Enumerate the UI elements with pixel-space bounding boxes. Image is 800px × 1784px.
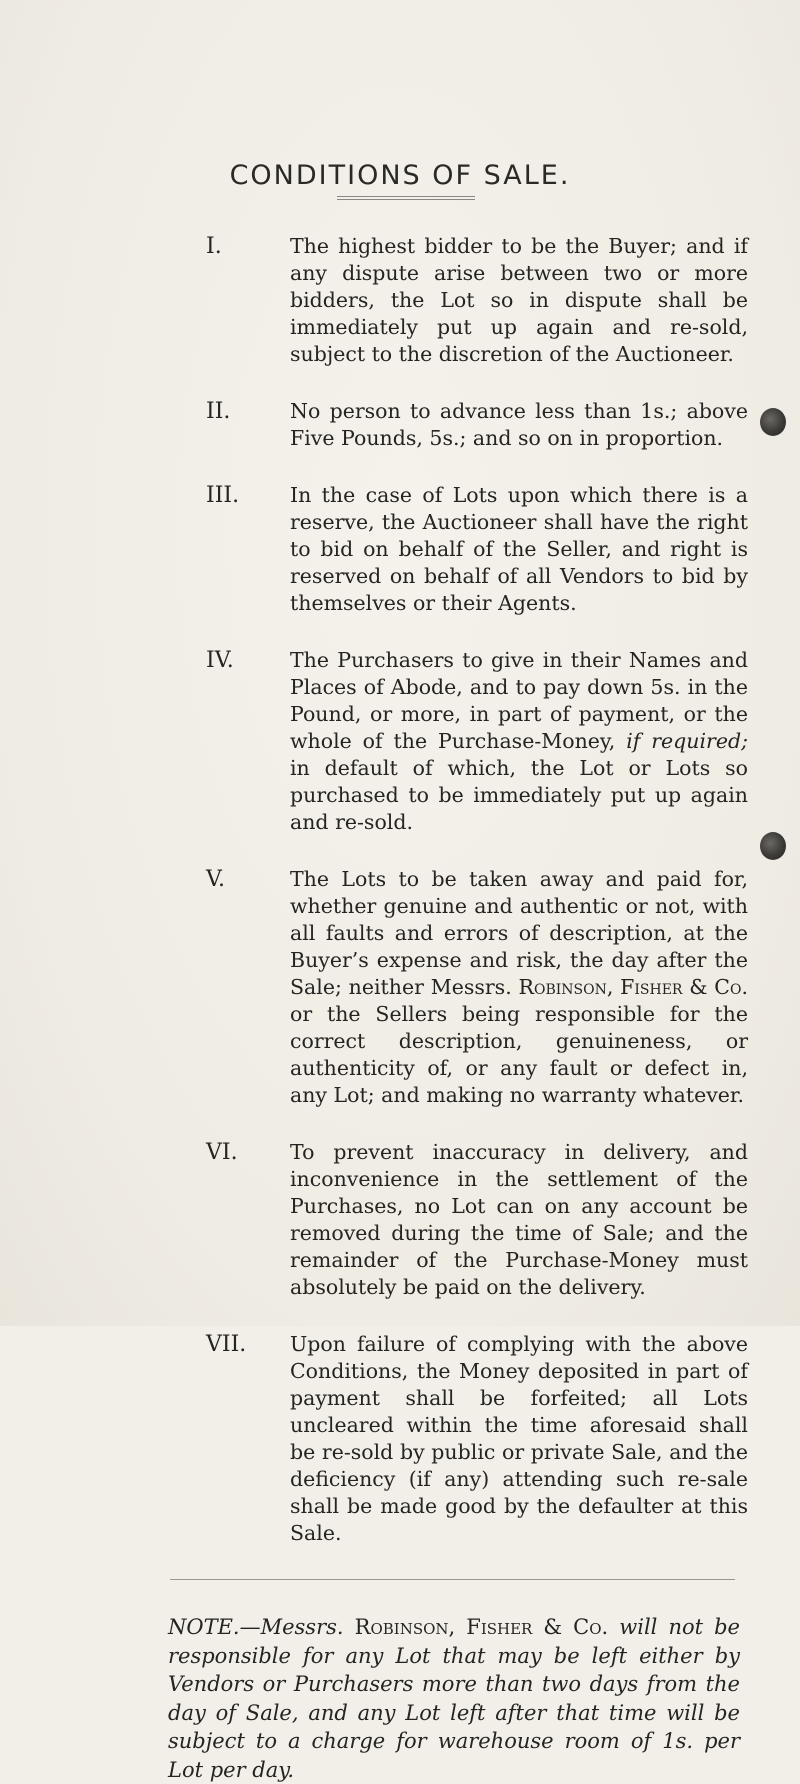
condition-text: To prevent inaccuracy in delivery, and inconvenience in the settlement of the Purchases, no Lot can on any account be removed during the time of Sale; and the remainder of the Purchase-Money must absolutely be paid on the delivery.	[290, 1140, 748, 1299]
condition-number: IV.	[206, 648, 234, 673]
firm-name: Robinson, Fisher & Co.	[354, 1615, 609, 1639]
condition-number: II.	[206, 399, 231, 424]
condition-number: VII.	[206, 1332, 247, 1357]
page-title: CONDITIONS OF SALE.	[229, 160, 571, 191]
condition-text-part: or the Sellers being responsible for the correct description, genuineness, or authenticity of, or any fault or defect in, any Lot; and making no warranty whatever.	[290, 1002, 748, 1107]
condition-text: No person to advance less than 1s.; above Five Pounds, 5s.; and so on in proportion.	[290, 399, 748, 450]
condition-text-italic: if required;	[626, 729, 749, 753]
condition-text: In the case of Lots upon which there is a reserve, the Auctioneer shall have the right to bid on behalf of the Seller, and right is reserved on behalf of all Vendors to bid by themselves or their Agents.	[290, 483, 748, 615]
title-underline	[337, 196, 475, 200]
condition-number: III.	[206, 483, 240, 508]
binding-hole-mark	[760, 832, 786, 860]
condition-text	[290, 647, 748, 836]
condition-number: I.	[206, 234, 222, 259]
condition-text: Upon failure of complying with the above Conditions, the Money deposited in part of payment shall be forfeited; all Lots uncleared within the time aforesaid shall be re-sold by public or private Sale, and the deficiency (if any) attending such re-sale shall be made good by the defaulter at this Sale.	[290, 1332, 748, 1545]
condition-number: V.	[206, 867, 226, 892]
condition-text-part: The Lots to be taken away and paid for, whether genuine and authentic or not, with all faults and errors of description, at the Buyer’s expense and risk, the day after the Sale; neither Messrs.	[290, 867, 748, 999]
condition-text-part: in default of which, the Lot or Lots so purchased to be immediately put up again and re-sold.	[290, 756, 748, 834]
condition-text-part: The Purchasers to give in their Names and Places of Abode, and to pay down 5s. in the Pound, or more, in part of payment, or the whole of the Purchase-Money,	[290, 648, 748, 753]
note-body: will not be responsible for any Lot that may be left either by Vendors or Purchasers more than two days from the day of Sale, and any Lot left after that time will be subject to a charge for warehouse room of 1s. per Lot per day.	[168, 1615, 740, 1782]
condition-text: The highest bidder to be the Buyer; and if any dispute arise between two or more bidders, the Lot so in dispute shall be immediately put up again and re-sold, subject to the discretion of the Auctioneer.	[290, 234, 748, 366]
binding-hole-mark	[760, 408, 786, 436]
firm-name: Robinson, Fisher & Co.	[518, 975, 748, 999]
note-lead: NOTE.—Messrs.	[168, 1615, 344, 1639]
note-paragraph	[168, 1613, 740, 1784]
note-divider	[170, 1579, 735, 1580]
condition-text	[290, 866, 748, 1109]
condition-number: VI.	[206, 1140, 238, 1165]
